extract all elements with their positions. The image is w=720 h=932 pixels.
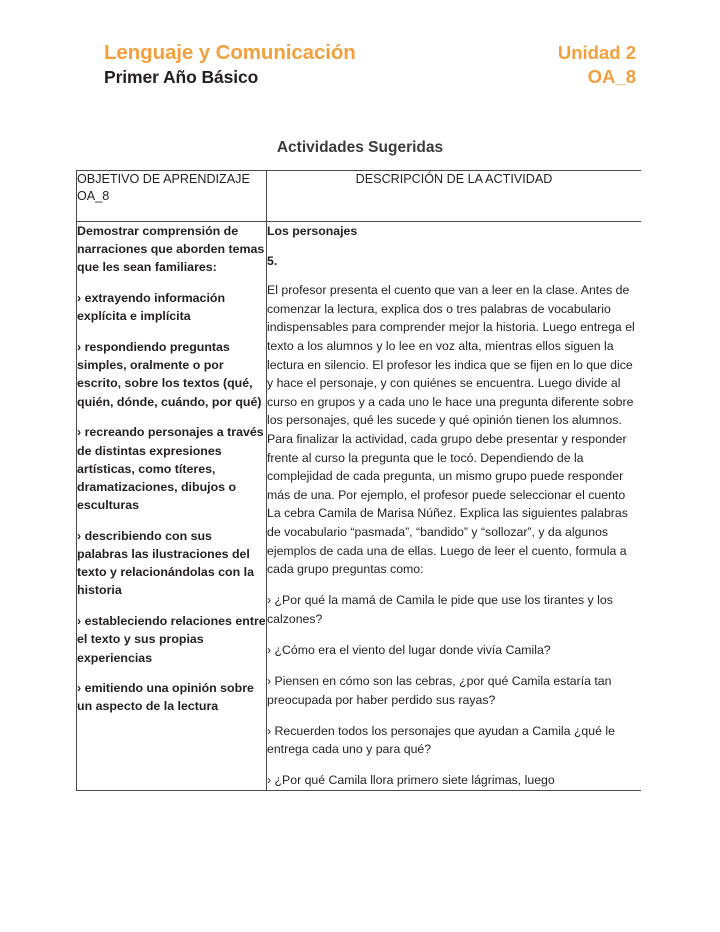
column-header-description: DESCRIPCIÓN DE LA ACTIVIDAD <box>267 171 642 222</box>
objective-bullet-2: › respondiendo preguntas simples, oralmente o por escrito, sobre los textos (qué, quién, dónde, cuándo, por qué) <box>77 340 262 409</box>
objective-bullet-3: › recreando personajes a través de distintas expresiones artísticas, como títeres, dramatizaciones, dibujos o esculturas <box>77 425 264 513</box>
activity-question-1: › ¿Por qué la mamá de Camila le pide que use los tirantes y los calzones? <box>267 593 613 626</box>
activity-body: El profesor presenta el cuento que van a leer en la clase. Antes de comenzar la lectura, explica dos o tres palabras de vocabulario indispensables para comprender mejor la historia. Luego entrega el texto a los alumnos y lo lee en voz alta, mientras ellos siguen la lectura en silencio. El profesor les indica que se fijen en lo que dice y hace el personaje, y con quiénes se encuentra. Luego divide al curso en grupos y a cada uno le hace una pregunta diferente sobre los personajes, qué les sucede y qué opinión tienen los alumnos. Para finalizar la actividad, cada grupo debe presentar y responder frente al curso la pregunta que le tocó. Dependiendo de la complejidad de cada pregunta, un mismo grupo puede responder más de una. Por ejemplo, el profesor puede seleccionar el cuento La cebra Camila de Marisa Núñez. Explica las siguientes palabras de vocabulario “pasmada”, “bandido” y “sollozar”, y da algunos ejemplos de cada una de ellas. Luego de leer el cuento, formula a cada grupo preguntas como: <box>267 283 635 577</box>
activity-question-2: › ¿Cómo era el viento del lugar donde vivía Camila? <box>267 642 551 657</box>
objective-intro: Demostrar comprensión de narraciones que aborden temas que les sean familiares: <box>77 224 265 275</box>
header-left-block <box>104 40 356 89</box>
document-header <box>104 40 636 89</box>
activity-cell <box>267 222 642 791</box>
oa-code: OA_8 <box>587 66 636 87</box>
activity-number: 5. <box>267 253 278 268</box>
objective-bullet-1: › extrayendo información explícita e implícita <box>77 291 226 324</box>
section-title: Actividades Sugeridas <box>276 139 444 156</box>
activities-table-wrapper <box>76 170 641 854</box>
objective-cell <box>77 222 267 791</box>
table-row <box>77 222 642 791</box>
objective-bullet-5: › estableciendo relaciones entre el texto y sus propias experiencias <box>77 614 266 665</box>
activities-table <box>76 170 641 791</box>
table-header-row <box>77 171 642 222</box>
activity-question-3: › Piensen en cómo son las cebras, ¿por qué Camila estaría tan preocupada por haber perdido sus rayas? <box>267 673 612 707</box>
activity-question-5: › ¿Por qué Camila llora primero siete lágrimas, luego <box>267 773 555 788</box>
column-header-objective: OBJETIVO DE APRENDIZAJE OA_8 <box>77 171 267 222</box>
objective-bullet-6: › emitiendo una opinión sobre un aspecto de la lectura <box>77 681 254 714</box>
unit-title: Unidad 2 <box>557 42 636 63</box>
subject-title: Lenguaje y Comunicación <box>104 41 356 64</box>
header-right-block <box>558 40 636 89</box>
activity-name: Los personajes <box>267 224 358 238</box>
activity-question-4: › Recuerden todos los personajes que ayudan a Camila ¿qué le entrega cada uno y para qué? <box>267 723 615 757</box>
objective-bullet-4: › describiendo con sus palabras las ilustraciones del texto y relacionándolas con la historia <box>77 528 254 598</box>
grade-title: Primer Año Básico <box>104 67 259 87</box>
